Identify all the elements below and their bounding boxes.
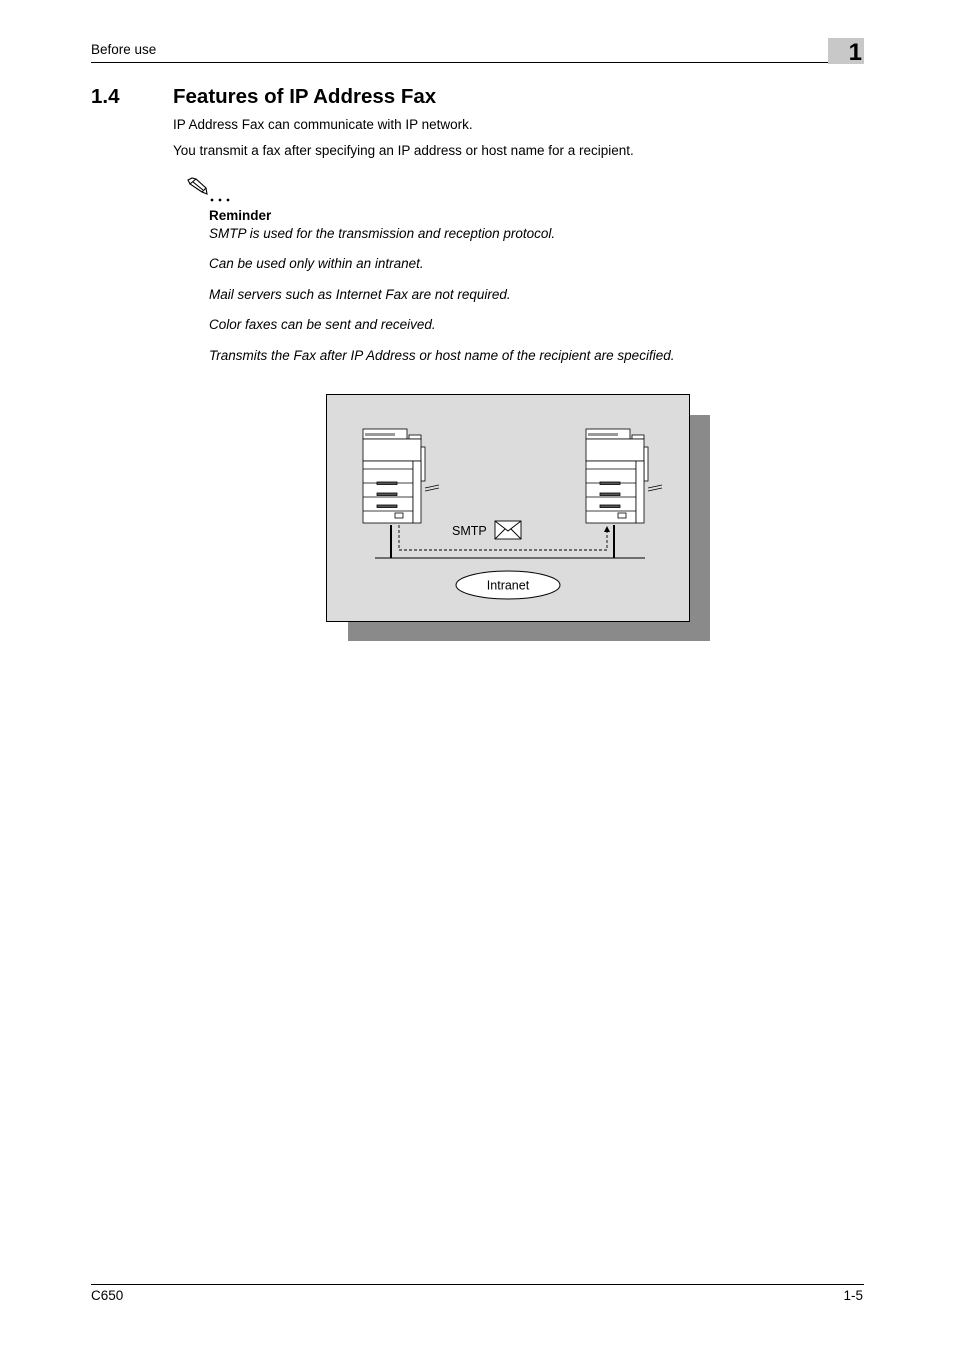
reminder-item: SMTP is used for the transmission and reception protocol. [209,226,556,241]
intro-paragraph-2: You transmit a fax after specifying an IP address or host name for a recipient. [173,143,634,158]
footer-rule [91,1284,864,1285]
copier-icon [586,429,662,523]
footer-model: C650 [91,1288,124,1303]
intro-paragraph-1: IP Address Fax can communicate with IP network. [173,117,473,132]
pencil-note-icon [186,176,232,204]
footer-page-number: 1-5 [843,1288,863,1303]
network-diagram [326,394,690,622]
reminder-item: Can be used only within an intranet. [209,256,424,271]
smtp-label: SMTP [452,524,487,538]
arrow-head-icon [604,526,610,532]
reminder-heading: Reminder [209,208,272,223]
envelope-icon [495,521,521,539]
reminder-item: Mail servers such as Internet Fax are not required. [209,287,511,302]
header-rule [91,62,864,63]
section-title: Features of IP Address Fax [173,85,437,108]
diagram-canvas [327,395,689,621]
reminder-item: Transmits the Fax after IP Address or host name of the recipient are specified. [209,348,675,363]
intranet-label: Intranet [486,578,530,593]
header-section-title: Before use [91,42,157,57]
chapter-number-tab: 1 [828,38,864,64]
section-number: 1.4 [91,85,120,108]
copier-icon [363,429,439,523]
reminder-item: Color faxes can be sent and received. [209,317,436,332]
